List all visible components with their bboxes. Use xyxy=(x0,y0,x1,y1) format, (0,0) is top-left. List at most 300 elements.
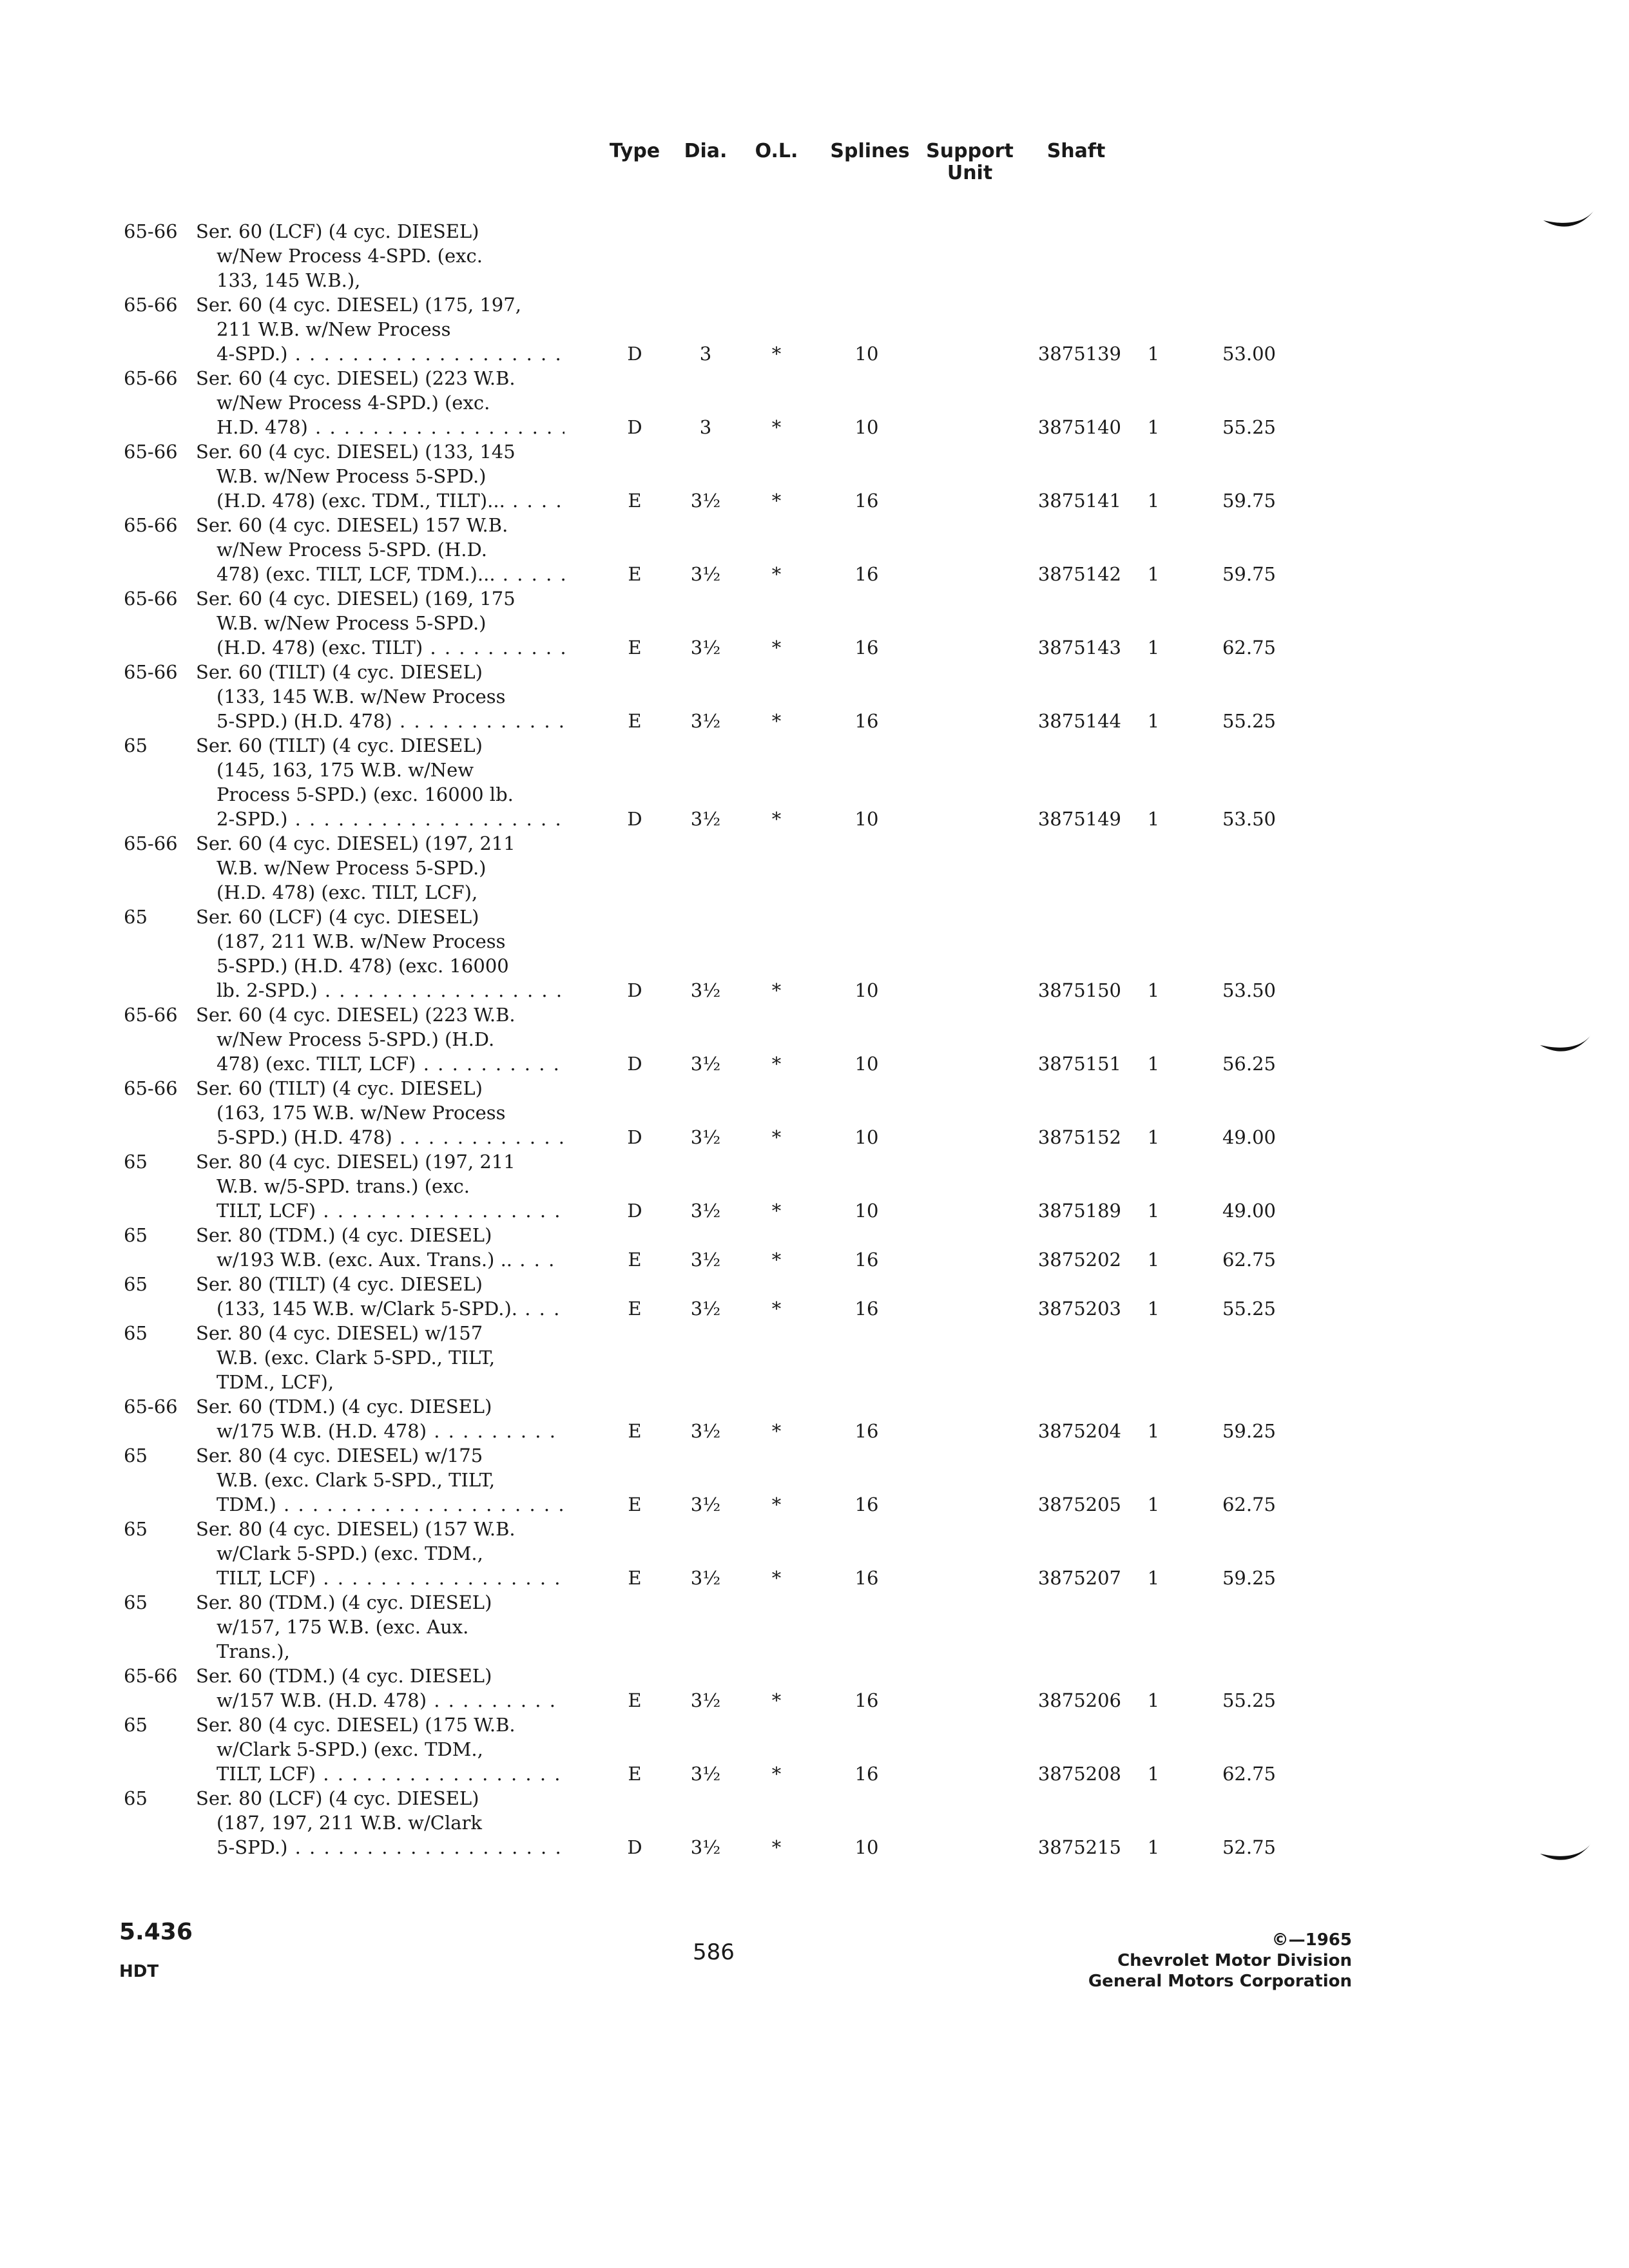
listing-line xyxy=(0,709,1629,735)
listing-line xyxy=(0,1615,1629,1640)
listing-line xyxy=(0,537,1629,563)
application-description: (133, 145 W.B. w/Clark 5-SPD.). . . . xyxy=(217,1296,564,1321)
list-price: 56.25 xyxy=(1222,1053,1276,1075)
application-description: Ser. 60 (TILT) (4 cyc. DIESEL) xyxy=(196,661,483,683)
part-type: E xyxy=(628,1567,642,1589)
listing-line xyxy=(0,317,1629,343)
application-description: W.B. w/New Process 5-SPD.) xyxy=(217,465,487,487)
splines-count: 10 xyxy=(854,1053,879,1075)
listing-line xyxy=(0,1125,1629,1151)
part-type: D xyxy=(627,1836,642,1858)
overall-length: * xyxy=(771,490,782,512)
listing-line xyxy=(0,390,1629,416)
listing-line xyxy=(0,1468,1629,1494)
diameter: 3½ xyxy=(690,808,721,830)
splines-count: 10 xyxy=(854,808,879,830)
page-number: 586 xyxy=(693,1939,735,1965)
listing-line xyxy=(0,1052,1629,1077)
splines-count: 16 xyxy=(854,637,879,658)
part-type: E xyxy=(628,490,642,512)
diameter: 3½ xyxy=(690,637,721,658)
listing-line xyxy=(0,366,1629,392)
quantity: 1 xyxy=(1147,1200,1160,1222)
application-description: Ser. 80 (4 cyc. DIESEL) w/157 xyxy=(196,1322,483,1344)
splines-count: 16 xyxy=(854,1298,879,1320)
publisher-block xyxy=(1088,1930,1352,1992)
part-number: 3875202 xyxy=(1037,1249,1121,1271)
application-description: (H.D. 478) (exc. TILT) . . . xyxy=(217,635,564,660)
application-description: lb. 2-SPD.) . . . xyxy=(217,978,564,1003)
listing-line xyxy=(0,807,1629,832)
listing-line xyxy=(0,1590,1629,1616)
part-type: D xyxy=(627,1200,642,1222)
diameter: 3½ xyxy=(690,1567,721,1589)
part-number: 3875208 xyxy=(1037,1763,1121,1785)
listing-line xyxy=(0,1003,1629,1028)
listing-line xyxy=(0,1394,1629,1420)
part-type: E xyxy=(628,1689,642,1711)
splines-count: 10 xyxy=(854,979,879,1001)
application-description: 4-SPD.) . . . xyxy=(217,341,564,366)
diameter: 3½ xyxy=(690,490,721,512)
quantity: 1 xyxy=(1147,1249,1160,1271)
listing-line xyxy=(0,758,1629,783)
overall-length: * xyxy=(771,710,782,732)
splines-count: 16 xyxy=(854,1249,879,1271)
overall-length: * xyxy=(771,1249,782,1271)
application-description: Trans.), xyxy=(217,1640,290,1662)
listing-line xyxy=(0,1713,1629,1738)
model-year: 65-66 xyxy=(124,1077,178,1099)
application-description: 133, 145 W.B.), xyxy=(217,269,361,291)
application-description: TILT, LCF) . . . xyxy=(217,1762,564,1786)
application-description: Ser. 60 (4 cyc. DIESEL) (133, 145 xyxy=(196,441,516,463)
application-description: W.B. (exc. Clark 5-SPD., TILT, xyxy=(217,1347,496,1369)
model-year: 65-66 xyxy=(124,588,178,610)
part-type: E xyxy=(628,1494,642,1515)
application-description: Ser. 60 (4 cyc. DIESEL) 157 W.B. xyxy=(196,514,508,536)
list-price: 62.75 xyxy=(1222,1763,1276,1785)
diameter: 3 xyxy=(699,416,712,438)
listing-line xyxy=(0,660,1629,686)
diameter: 3½ xyxy=(690,1420,721,1442)
overall-length: * xyxy=(771,637,782,658)
header-support-unit: Support Unit xyxy=(926,140,1014,184)
listing-line xyxy=(0,1149,1629,1175)
part-type: E xyxy=(628,710,642,732)
binder-curve-mark xyxy=(1537,1840,1595,1865)
diameter: 3½ xyxy=(690,1249,721,1271)
overall-length: * xyxy=(771,563,782,585)
diameter: 3½ xyxy=(690,1298,721,1320)
overall-length: * xyxy=(771,416,782,438)
splines-count: 16 xyxy=(854,1494,879,1515)
model-year: 65 xyxy=(124,1787,148,1809)
application-description: w/New Process 4-SPD. (exc. xyxy=(217,245,483,267)
model-year: 65-66 xyxy=(124,661,178,683)
listing-line xyxy=(0,1076,1629,1102)
part-number: 3875143 xyxy=(1037,637,1121,658)
application-description: w/New Process 4-SPD.) (exc. xyxy=(217,392,490,414)
part-type: D xyxy=(627,979,642,1001)
application-description: 5-SPD.) (H.D. 478) (exc. 16000 xyxy=(217,955,509,977)
application-description: Ser. 80 (4 cyc. DIESEL) (197, 211 xyxy=(196,1151,516,1173)
listing-line xyxy=(0,954,1629,979)
model-year: 65-66 xyxy=(124,832,178,854)
part-number: 3875152 xyxy=(1037,1126,1121,1148)
diameter: 3 xyxy=(699,343,712,365)
listing-line xyxy=(0,1688,1629,1714)
quantity: 1 xyxy=(1147,1836,1160,1858)
application-description: w/157 W.B. (H.D. 478) . . . xyxy=(217,1688,564,1713)
application-description: w/193 W.B. (exc. Aux. Trans.) .. . . . xyxy=(217,1247,564,1272)
overall-length: * xyxy=(771,1567,782,1589)
splines-count: 10 xyxy=(854,343,879,365)
overall-length: * xyxy=(771,1494,782,1515)
header-dia: Dia. xyxy=(684,140,728,162)
listing-line xyxy=(0,929,1629,955)
listing-line xyxy=(0,1198,1629,1224)
listing-line xyxy=(0,293,1629,318)
model-year: 65-66 xyxy=(124,514,178,536)
listing-line xyxy=(0,1296,1629,1322)
listing-line xyxy=(0,439,1629,465)
model-year: 65 xyxy=(124,906,148,928)
diameter: 3½ xyxy=(690,1494,721,1515)
application-description: Ser. 80 (4 cyc. DIESEL) w/175 xyxy=(196,1445,483,1466)
list-price: 55.25 xyxy=(1222,1689,1276,1711)
corporation-line: General Motors Corporation xyxy=(1088,1972,1352,1991)
quantity: 1 xyxy=(1147,1126,1160,1148)
application-description: (H.D. 478) (exc. TDM., TILT)... . . . xyxy=(217,488,564,513)
application-description: Ser. 60 (TILT) (4 cyc. DIESEL) xyxy=(196,1077,483,1099)
application-description: w/157, 175 W.B. (exc. Aux. xyxy=(217,1616,469,1638)
section-number: 5.436 xyxy=(119,1919,193,1945)
splines-count: 16 xyxy=(854,1689,879,1711)
list-price: 53.50 xyxy=(1222,979,1276,1001)
section-code: HDT xyxy=(119,1962,159,1981)
listing-line xyxy=(0,880,1629,906)
quantity: 1 xyxy=(1147,1689,1160,1711)
splines-count: 16 xyxy=(854,1763,879,1785)
application-description: W.B. (exc. Clark 5-SPD., TILT, xyxy=(217,1469,496,1491)
application-description: Ser. 60 (TDM.) (4 cyc. DIESEL) xyxy=(196,1665,492,1687)
application-description: Ser. 80 (4 cyc. DIESEL) (157 W.B. xyxy=(196,1518,516,1540)
part-type: D xyxy=(627,1126,642,1148)
splines-count: 16 xyxy=(854,490,879,512)
quantity: 1 xyxy=(1147,1053,1160,1075)
splines-count: 16 xyxy=(854,710,879,732)
application-description: w/New Process 5-SPD.) (H.D. xyxy=(217,1028,495,1050)
part-number: 3875144 xyxy=(1037,710,1121,732)
model-year: 65-66 xyxy=(124,220,178,242)
part-type: E xyxy=(628,1249,642,1271)
model-year: 65-66 xyxy=(124,1665,178,1687)
application-description: Ser. 60 (TDM.) (4 cyc. DIESEL) xyxy=(196,1396,492,1418)
header-shaft: Shaft xyxy=(1046,140,1106,162)
listing-line xyxy=(0,1664,1629,1689)
model-year: 65 xyxy=(124,735,148,756)
part-type: E xyxy=(628,563,642,585)
quantity: 1 xyxy=(1147,637,1160,658)
diameter: 3½ xyxy=(690,1200,721,1222)
application-description: (H.D. 478) (exc. TILT, LCF), xyxy=(217,881,478,903)
quantity: 1 xyxy=(1147,416,1160,438)
list-price: 59.25 xyxy=(1222,1567,1276,1589)
list-price: 55.25 xyxy=(1222,416,1276,438)
part-type: E xyxy=(628,1763,642,1785)
quantity: 1 xyxy=(1147,343,1160,365)
list-price: 53.50 xyxy=(1222,808,1276,830)
listing-line xyxy=(0,562,1629,588)
quantity: 1 xyxy=(1147,563,1160,585)
application-description: TILT, LCF) . . . xyxy=(217,1566,564,1590)
part-number: 3875205 xyxy=(1037,1494,1121,1515)
listing-line xyxy=(0,733,1629,759)
diameter: 3½ xyxy=(690,1126,721,1148)
application-description: Process 5-SPD.) (exc. 16000 lb. xyxy=(217,783,514,805)
application-description: W.B. w/New Process 5-SPD.) xyxy=(217,857,487,879)
list-price: 53.00 xyxy=(1222,343,1276,365)
listing-line xyxy=(0,1811,1629,1836)
listing-line xyxy=(0,1247,1629,1273)
listing-line xyxy=(0,415,1629,441)
overall-length: * xyxy=(771,1126,782,1148)
application-description: Ser. 80 (LCF) (4 cyc. DIESEL) xyxy=(196,1787,479,1809)
quantity: 1 xyxy=(1147,979,1160,1001)
part-number: 3875203 xyxy=(1037,1298,1121,1320)
application-description: (187, 197, 211 W.B. w/Clark xyxy=(217,1812,482,1834)
overall-length: * xyxy=(771,1420,782,1442)
application-description: TDM., LCF), xyxy=(217,1371,334,1393)
listing-line xyxy=(0,219,1629,245)
splines-count: 16 xyxy=(854,1567,879,1589)
overall-length: * xyxy=(771,1298,782,1320)
diameter: 3½ xyxy=(690,563,721,585)
overall-length: * xyxy=(771,343,782,365)
model-year: 65 xyxy=(124,1518,148,1540)
listing-line xyxy=(0,586,1629,612)
part-number: 3875140 xyxy=(1037,416,1121,438)
listing-line xyxy=(0,782,1629,808)
part-type: D xyxy=(627,1053,642,1075)
model-year: 65 xyxy=(124,1591,148,1613)
binder-curve-mark xyxy=(1537,1031,1595,1057)
part-type: E xyxy=(628,1298,642,1320)
listing-line xyxy=(0,488,1629,514)
application-description: w/Clark 5-SPD.) (exc. TDM., xyxy=(217,1738,483,1760)
splines-count: 16 xyxy=(854,1420,879,1442)
listing-line xyxy=(0,1419,1629,1445)
part-number: 3875151 xyxy=(1037,1053,1121,1075)
diameter: 3½ xyxy=(690,1053,721,1075)
part-number: 3875142 xyxy=(1037,563,1121,585)
splines-count: 10 xyxy=(854,416,879,438)
part-number: 3875150 xyxy=(1037,979,1121,1001)
list-price: 52.75 xyxy=(1222,1836,1276,1858)
list-price: 62.75 xyxy=(1222,1249,1276,1271)
application-description: TILT, LCF) . . . xyxy=(217,1198,564,1223)
list-price: 49.00 xyxy=(1222,1126,1276,1148)
listing-line xyxy=(0,611,1629,637)
list-price: 59.75 xyxy=(1222,490,1276,512)
application-description: 5-SPD.) (H.D. 478) . . . xyxy=(217,1125,564,1149)
listing-line xyxy=(0,905,1629,930)
list-price: 59.75 xyxy=(1222,563,1276,585)
listing-line xyxy=(0,1835,1629,1861)
part-number: 3875141 xyxy=(1037,490,1121,512)
application-description: Ser. 60 (LCF) (4 cyc. DIESEL) xyxy=(196,906,479,928)
application-description: 478) (exc. TILT, LCF, TDM.)... . . . xyxy=(217,562,564,586)
listing-line xyxy=(0,1786,1629,1812)
listing-line xyxy=(0,1517,1629,1542)
application-description: Ser. 60 (4 cyc. DIESEL) (175, 197, xyxy=(196,294,521,316)
model-year: 65 xyxy=(124,1224,148,1246)
quantity: 1 xyxy=(1147,1763,1160,1785)
model-year: 65 xyxy=(124,1714,148,1736)
splines-count: 16 xyxy=(854,563,879,585)
listing-line xyxy=(0,1100,1629,1126)
binder-curve-mark xyxy=(1540,206,1598,232)
application-description: H.D. 478) . . . xyxy=(217,415,564,439)
application-description: Ser. 60 (4 cyc. DIESEL) (223 W.B. xyxy=(196,1004,516,1026)
overall-length: * xyxy=(771,808,782,830)
diameter: 3½ xyxy=(690,1763,721,1785)
quantity: 1 xyxy=(1147,710,1160,732)
part-number: 3875207 xyxy=(1037,1567,1121,1589)
model-year: 65-66 xyxy=(124,367,178,389)
model-year: 65 xyxy=(124,1273,148,1295)
listing-line xyxy=(0,464,1629,490)
application-description: w/New Process 5-SPD. (H.D. xyxy=(217,539,487,561)
model-year: 65 xyxy=(124,1445,148,1466)
listing-line xyxy=(0,1272,1629,1298)
listing-line xyxy=(0,1492,1629,1518)
listing-line xyxy=(0,244,1629,269)
listing-line xyxy=(0,978,1629,1004)
diameter: 3½ xyxy=(690,979,721,1001)
application-description: Ser. 60 (TILT) (4 cyc. DIESEL) xyxy=(196,735,483,756)
application-description: Ser. 80 (TDM.) (4 cyc. DIESEL) xyxy=(196,1224,492,1246)
application-description: W.B. w/New Process 5-SPD.) xyxy=(217,612,487,634)
application-description: (133, 145 W.B. w/New Process xyxy=(217,686,506,707)
quantity: 1 xyxy=(1147,490,1160,512)
part-type: D xyxy=(627,343,642,365)
listing-line xyxy=(0,341,1629,367)
header-type: Type xyxy=(609,140,660,162)
application-description: Ser. 60 (4 cyc. DIESEL) (169, 175 xyxy=(196,588,516,610)
quantity: 1 xyxy=(1147,808,1160,830)
application-description: w/175 W.B. (H.D. 478) . . . xyxy=(217,1419,564,1443)
listing-line xyxy=(0,1027,1629,1053)
listing-line xyxy=(0,1541,1629,1567)
application-description: Ser. 80 (TILT) (4 cyc. DIESEL) xyxy=(196,1273,483,1295)
listing-line xyxy=(0,1762,1629,1787)
listing-line xyxy=(0,1223,1629,1249)
part-number: 3875204 xyxy=(1037,1420,1121,1442)
application-description: TDM.) . . . xyxy=(217,1492,564,1517)
overall-length: * xyxy=(771,1200,782,1222)
quantity: 1 xyxy=(1147,1494,1160,1515)
application-description: (145, 163, 175 W.B. w/New xyxy=(217,759,474,781)
quantity: 1 xyxy=(1147,1298,1160,1320)
part-number: 3875189 xyxy=(1037,1200,1121,1222)
application-description: Ser. 60 (LCF) (4 cyc. DIESEL) xyxy=(196,220,479,242)
listing-line xyxy=(0,1737,1629,1763)
application-description: Ser. 80 (4 cyc. DIESEL) (175 W.B. xyxy=(196,1714,516,1736)
list-price: 59.25 xyxy=(1222,1420,1276,1442)
application-description: 478) (exc. TILT, LCF) . . . xyxy=(217,1052,564,1076)
header-ol: O.L. xyxy=(755,140,798,162)
splines-count: 10 xyxy=(854,1126,879,1148)
part-number: 3875206 xyxy=(1037,1689,1121,1711)
overall-length: * xyxy=(771,1689,782,1711)
part-type: E xyxy=(628,637,642,658)
application-description: 2-SPD.) . . . xyxy=(217,807,564,831)
splines-count: 10 xyxy=(854,1200,879,1222)
overall-length: * xyxy=(771,979,782,1001)
listing-line xyxy=(0,1639,1629,1665)
application-description: 5-SPD.) . . . xyxy=(217,1835,564,1860)
application-description: Ser. 80 (TDM.) (4 cyc. DIESEL) xyxy=(196,1591,492,1613)
part-number: 3875215 xyxy=(1037,1836,1121,1858)
header-splines: Splines xyxy=(830,140,910,162)
model-year: 65-66 xyxy=(124,294,178,316)
overall-length: * xyxy=(771,1053,782,1075)
diameter: 3½ xyxy=(690,710,721,732)
listing-line xyxy=(0,1566,1629,1591)
copyright-line: ©—1965 xyxy=(1271,1930,1352,1950)
listing-line xyxy=(0,635,1629,661)
listing-line xyxy=(0,1174,1629,1200)
diameter: 3½ xyxy=(690,1689,721,1711)
quantity: 1 xyxy=(1147,1420,1160,1442)
list-price: 49.00 xyxy=(1222,1200,1276,1222)
application-description: 5-SPD.) (H.D. 478) . . . xyxy=(217,709,564,733)
part-number: 3875149 xyxy=(1037,808,1121,830)
listing-line xyxy=(0,1321,1629,1347)
application-description: Ser. 60 (4 cyc. DIESEL) (197, 211 xyxy=(196,832,516,854)
listing-line xyxy=(0,1370,1629,1396)
listing-line xyxy=(0,268,1629,294)
listing-line xyxy=(0,1345,1629,1371)
application-description: W.B. w/5-SPD. trans.) (exc. xyxy=(217,1175,470,1197)
list-price: 62.75 xyxy=(1222,1494,1276,1515)
list-price: 55.25 xyxy=(1222,710,1276,732)
overall-length: * xyxy=(771,1763,782,1785)
splines-count: 10 xyxy=(854,1836,879,1858)
listing-line xyxy=(0,513,1629,539)
model-year: 65 xyxy=(124,1322,148,1344)
model-year: 65-66 xyxy=(124,1004,178,1026)
part-number: 3875139 xyxy=(1037,343,1121,365)
listing-line xyxy=(0,1443,1629,1469)
application-description: (163, 175 W.B. w/New Process xyxy=(217,1102,506,1124)
part-type: D xyxy=(627,416,642,438)
overall-length: * xyxy=(771,1836,782,1858)
quantity: 1 xyxy=(1147,1567,1160,1589)
application-description: Ser. 60 (4 cyc. DIESEL) (223 W.B. xyxy=(196,367,516,389)
part-type: E xyxy=(628,1420,642,1442)
list-price: 62.75 xyxy=(1222,637,1276,658)
application-description: 211 W.B. w/New Process xyxy=(217,318,451,340)
model-year: 65 xyxy=(124,1151,148,1173)
listing-line xyxy=(0,684,1629,710)
application-description: (187, 211 W.B. w/New Process xyxy=(217,930,506,952)
application-description: w/Clark 5-SPD.) (exc. TDM., xyxy=(217,1542,483,1564)
division-line: Chevrolet Motor Division xyxy=(1117,1951,1352,1970)
listing-line xyxy=(0,831,1629,857)
